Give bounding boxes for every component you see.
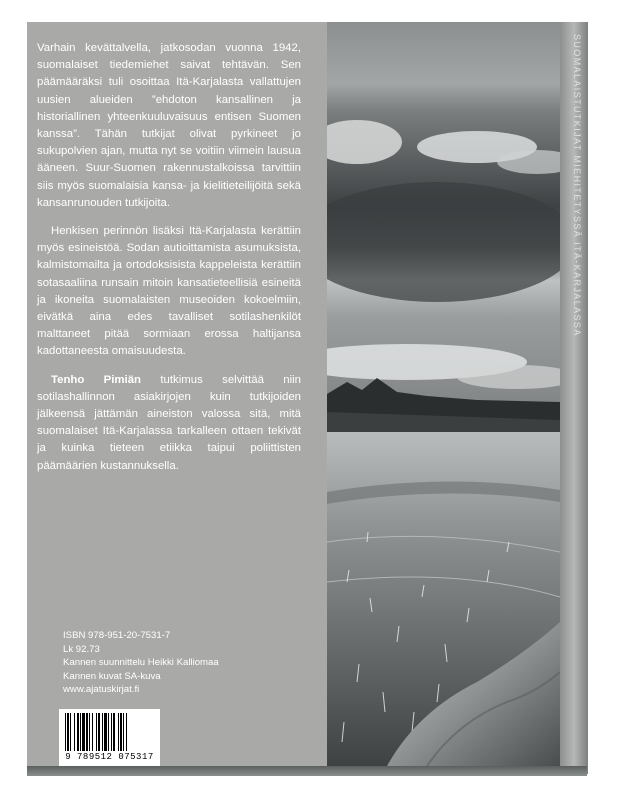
barcode-digits: 9 789512 075317 [65,752,154,762]
barcode-bars [65,713,154,751]
barcode-bar [77,713,79,751]
cover-photo [327,22,560,766]
isbn-barcode [59,709,160,766]
landscape-photo [327,22,560,766]
barcode-bar [80,713,81,751]
paragraph-1: Varhain kevättalvella, jatkosodan vuonna 1942, suomalaiset tiedemiehet saivat tehtävän. Sen päämääräksi tuli osoittaa Itä-Karjalasta vallattujen uusien alueiden ”ehdoton kansallinen ja historiallinen yhteenkuuluvaisuus entisen Suomen kanssa”. Tähän tutkijat olivat pyrkineet jo sukupolvien ajan, mutta nyt se voitiin viimein lausua ääneen. Suur-Suomen rakennustalkoissa tarvittiin siis myös suomalaisia kansa- ja kielitieteilijöitä sekä kansanrunouden tutkijoita. [37,42,301,209]
paragraph-2: Henkisen perinnön lisäksi Itä-Karjalasta kerättiin myös esineistöä. Sodan autioittamista asumuksista, kalmistomailta ja ortodoksisista kappeleista kerättiin sotasaaliina runsain mitoin kansatieteellisiä esineitä ja ikoneita suomalaisten museoiden kokoelmiin, eivätkä aina edes tavalliset sotilashenkilöt malttaneet pitää sormiaan erossa haltijansa kadottaneesta omaisuudesta. [37,225,301,358]
barcode-bar [67,713,69,751]
barcode-bar [126,713,127,751]
publication-info [63,629,303,697]
cover-photo-credit: Kannen kuvat SA-kuva [63,670,161,682]
barcode-bar [98,713,100,751]
classification-text: Lk 92.73 [63,643,100,655]
barcode-bar [70,713,71,751]
barcode-bar [108,713,109,751]
barcode-bar [120,713,122,751]
paragraph-3-text: tutkimus selvittää niin sotilashallinnon asiakirjojen kuin tutkijoiden jälkeensä jättämän aineiston valossa sitä, mitä suomalaiset Itä-Karjalassa tarkalleen ottaen tekivät ja kuinka tieteen etiikka taipui poliittisten päämäärien kustannuksella. [37,373,302,472]
spine-title: SUOMALAISTUTKIJAT MIEHITETYSSÄ ITÄ-KARJALASSA [572,34,582,337]
book-bottom-edge [27,766,587,776]
barcode-bar [118,713,119,751]
author-name: Tenho Pimiän [51,373,142,386]
paragraph-3 [37,372,301,475]
barcode-bar [74,713,75,751]
barcode-bar [102,713,103,751]
barcode-bar [104,713,107,751]
barcode-bar [65,713,66,751]
barcode-bar [92,713,93,751]
barcode-bar [89,713,90,751]
barcode-bar [86,713,88,751]
isbn-text: ISBN 978-951-20-7531-7 [63,630,171,641]
barcode-bar [82,713,85,751]
barcode-bar [113,713,115,751]
barcode-bar [123,713,124,751]
barcode-bar [111,713,112,751]
cover-design-credit: Kannen suunnittelu Heikki Kalliomaa [63,657,219,669]
book-spine [560,22,588,774]
publisher-website: www.ajatuskirjat.fi [63,684,140,696]
description-text [37,40,301,486]
barcode-bar [96,713,97,751]
